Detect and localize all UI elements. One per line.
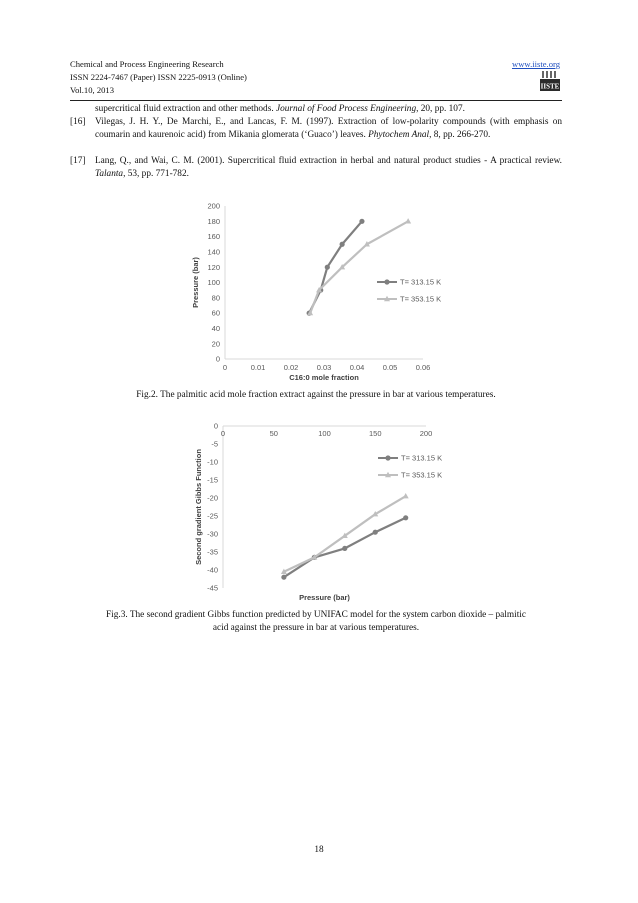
y-axis-title: Pressure (bar) xyxy=(191,257,200,308)
x-tick-label: 100 xyxy=(318,429,331,438)
y-tick-label: 200 xyxy=(207,201,220,211)
reference-journal: Talanta xyxy=(95,169,124,179)
reference-details: , 20, pp. 107. xyxy=(416,104,465,114)
y-tick-label: -30 xyxy=(207,529,218,539)
logo-bar xyxy=(550,71,552,78)
y-tick-label: -10 xyxy=(207,457,218,467)
x-tick-label: 150 xyxy=(368,429,382,438)
x-tick-label: 0.02 xyxy=(283,363,299,372)
fig3-chart xyxy=(188,418,443,606)
journal-url-link[interactable]: www.iiste.org xyxy=(512,59,560,69)
fig2-caption: Fig.2. The palmitic acid mole fraction extract against the pressure in bar at various temperatures. xyxy=(136,390,496,400)
y-tick-label: -40 xyxy=(207,565,218,575)
x-axis-title: Pressure (bar) xyxy=(299,593,350,602)
reference-journal: Journal of Food Process Engineering xyxy=(275,104,417,114)
reference-17 xyxy=(70,155,562,181)
data-point-circle xyxy=(281,575,286,580)
y-tick-label: 60 xyxy=(211,308,220,318)
logo-bar xyxy=(554,71,556,78)
logo-text: IISTE xyxy=(540,82,560,91)
header-rule xyxy=(70,100,562,101)
data-point-triangle xyxy=(403,493,409,498)
iiste-logo xyxy=(539,70,561,92)
x-tick-label: 0 xyxy=(222,363,228,372)
data-point-circle xyxy=(384,279,389,284)
fig3-caption-line2: acid against the pressure in bar at various temperatures. xyxy=(212,622,420,633)
fig3-caption-line1: Fig.3. The second gradient Gibbs function predicted by UNIFAC model for the system carbon dioxide – palmitic xyxy=(106,610,526,620)
y-tick-label: -35 xyxy=(207,547,218,557)
data-point-triangle xyxy=(405,218,411,223)
reference-continuation xyxy=(70,103,562,116)
y-tick-label: 80 xyxy=(211,293,220,303)
reference-details: , 53, pp. 771-782. xyxy=(123,169,189,179)
volume-line: Vol.10, 2013 xyxy=(70,85,115,95)
issn-line: ISSN 2224-7467 (Paper) ISSN 2225-0913 (Online) xyxy=(70,72,247,82)
y-tick-label: -5 xyxy=(211,439,218,449)
y-tick-label: -20 xyxy=(207,493,218,503)
logo-bar xyxy=(546,71,548,78)
y-tick-label: 0 xyxy=(213,421,218,431)
y-tick-label: 40 xyxy=(211,324,220,333)
legend-label: T= 313.15 K xyxy=(401,453,443,463)
data-point-circle xyxy=(403,515,408,520)
y-tick-label: 120 xyxy=(207,262,220,272)
x-tick-label: 0 xyxy=(220,429,226,438)
series-line xyxy=(309,221,362,313)
x-tick-label: 0.01 xyxy=(250,363,266,372)
reference-16 xyxy=(70,116,562,142)
data-point-circle xyxy=(342,546,347,551)
y-tick-label: -45 xyxy=(207,583,218,593)
x-tick-label: 0.04 xyxy=(349,363,365,372)
logo-bar xyxy=(542,71,544,78)
x-tick-label: 0.05 xyxy=(382,363,398,372)
x-tick-label: 0.06 xyxy=(415,363,431,372)
x-tick-label: 200 xyxy=(419,429,433,438)
y-axis-title: Second gradient Gibbs Function xyxy=(194,449,203,565)
fig3-caption xyxy=(70,609,562,634)
x-tick-label: 50 xyxy=(269,429,278,438)
legend-label: T= 353.15 K xyxy=(400,294,442,304)
x-axis-title: C16:0 mole fraction xyxy=(289,373,359,382)
reference-journal: Phytochem Anal xyxy=(368,130,430,140)
y-tick-label: 160 xyxy=(207,232,220,242)
y-tick-label: 100 xyxy=(207,278,220,288)
reference-text: supercritical fluid extraction and other methods. xyxy=(95,104,276,114)
y-tick-label: 20 xyxy=(211,339,220,349)
reference-text: Lang, Q., and Wai, C. M. (2001). Supercritical fluid extraction in herbal and natural product studies - A practical review. xyxy=(95,156,562,166)
reference-number: [16] xyxy=(70,117,86,127)
data-point-circle xyxy=(385,455,390,460)
x-tick-label: 0.03 xyxy=(316,363,332,372)
fig2-chart xyxy=(185,196,443,386)
y-tick-label: -25 xyxy=(207,511,218,521)
legend-label: T= 313.15 K xyxy=(400,277,442,287)
y-tick-label: 140 xyxy=(207,247,220,257)
reference-text: Vilegas, J. H. Y., De Marchi, E., and Lancas, F. M. (1997). Extraction of low-polarity compounds (with emphasis on coumarin and kaurenoic acid) from Mikania glomerata (‘Guaco’) leaves. xyxy=(95,117,562,140)
data-point-circle xyxy=(373,530,378,535)
data-point-circle xyxy=(340,242,345,247)
data-point-circle xyxy=(325,265,330,270)
y-tick-label: 180 xyxy=(207,216,220,226)
y-tick-label: -15 xyxy=(207,475,218,485)
y-tick-label: 0 xyxy=(215,354,220,364)
journal-name: Chemical and Process Engineering Research xyxy=(70,59,224,69)
reference-number: [17] xyxy=(70,156,86,166)
reference-details: , 8, pp. 266-270. xyxy=(429,130,491,140)
legend-label: T= 353.15 K xyxy=(401,470,443,480)
data-point-circle xyxy=(359,219,364,224)
page-number: 18 xyxy=(314,845,324,855)
